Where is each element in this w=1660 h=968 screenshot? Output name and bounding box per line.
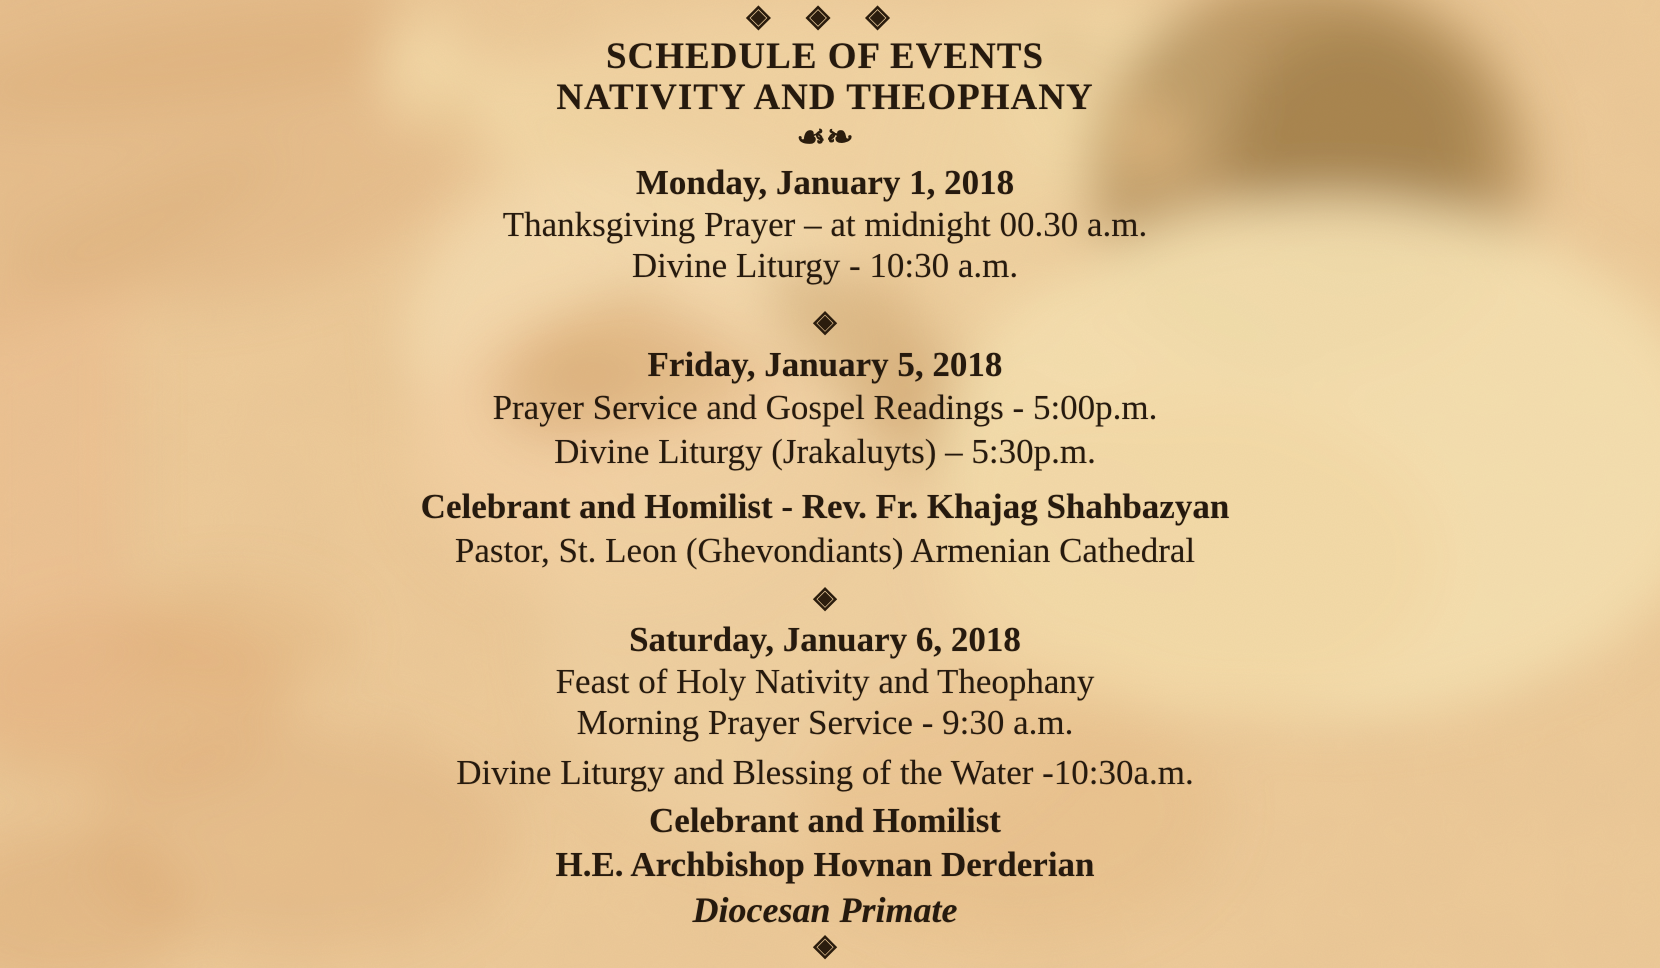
saturday-celebrant-heading: Celebrant and Homilist xyxy=(649,801,1001,840)
diamonds-ornament-icon: ◈ ◈ ◈ xyxy=(746,0,904,33)
saturday-celebrant-name: H.E. Archbishop Hovnan Derderian xyxy=(555,845,1095,884)
fleuron-divider-icon: ☙❧ xyxy=(796,120,854,156)
event-monday-line1: Thanksgiving Prayer – at midnight 00.30 a.m. xyxy=(502,205,1148,244)
event-friday-line1: Prayer Service and Gospel Readings - 5:00p.m. xyxy=(492,388,1158,427)
page-title-line1: SCHEDULE OF EVENTS xyxy=(605,36,1045,77)
event-friday-line2: Divine Liturgy (Jrakaluyts) – 5:30p.m. xyxy=(554,432,1096,471)
friday-celebrant-detail: Pastor, St. Leon (Ghevondiants) Armenian Cathedral xyxy=(454,531,1196,570)
saturday-celebrant-title: Diocesan Primate xyxy=(692,890,958,930)
page-title-line2: NATIVITY AND THEOPHANY xyxy=(556,77,1094,118)
event-friday-date: Friday, January 5, 2018 xyxy=(647,345,1003,384)
event-saturday-line3: Divine Liturgy and Blessing of the Water -10:30a.m. xyxy=(456,753,1194,792)
section-divider-diamond-icon: ◈ xyxy=(813,581,837,614)
section-divider-diamond-icon: ◈ xyxy=(813,929,837,962)
event-monday-line2: Divine Liturgy - 10:30 a.m. xyxy=(631,246,1019,285)
event-saturday-date: Saturday, January 6, 2018 xyxy=(629,620,1021,659)
section-divider-diamond-icon: ◈ xyxy=(813,305,837,338)
friday-celebrant-heading: Celebrant and Homilist - Rev. Fr. Khajag Shahbazyan xyxy=(420,487,1230,526)
event-saturday-line2: Morning Prayer Service - 9:30 a.m. xyxy=(576,703,1074,742)
event-monday-date: Monday, January 1, 2018 xyxy=(635,163,1015,202)
event-saturday-line1: Feast of Holy Nativity and Theophany xyxy=(555,662,1095,701)
